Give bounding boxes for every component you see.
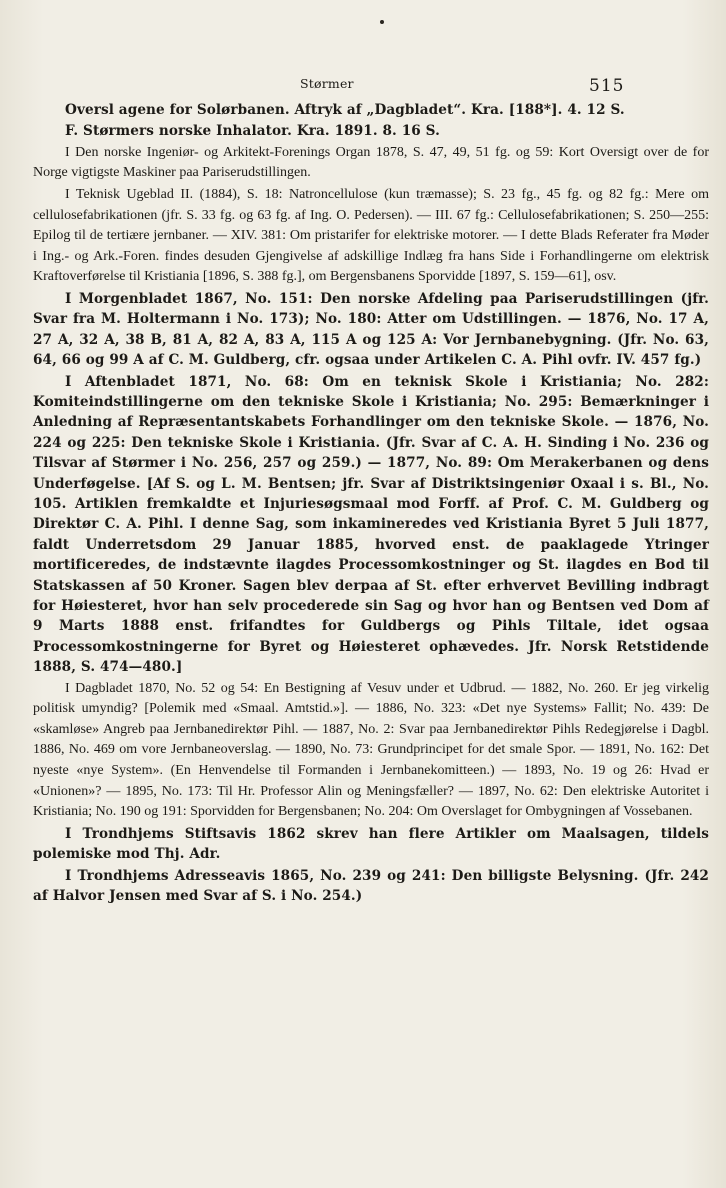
page-mark — [380, 20, 384, 24]
entry-stiftsavis: I Trondhjems Stiftsavis 1862 skrev han flere Artikler om Maalsagen, tildels polemiske mod Thj. Adr. — [33, 825, 709, 863]
entry-aftenbladet: I Aftenbladet 1871, No. 68: Om en teknisk Skole i Kristiania; No. 282: Komiteindstillingerne om den tekniske Skole i Kristiania; No. 295: Bemærkninger i Anledning af Repræsentantskabets Forhandlinger om den tekniske Skole. — 1876, No. 224 og 225: Den tekniske Skole i Kristiania. (Jfr. Svar af C. A. H. Sinding i No. 236 og Tilsvar af Størmer i No. 256, 257 og 259.) — 1877, No. 89: Om Merakerbanen og dens Underføgelse. [Af S. og L. M. Bentsen; jfr. Svar af Distriktsingeniør Oxaal i s. Bl., No. 105. Artiklen fremkaldte et Injuriesøgsmaal mod Forff. af Prof. C. M. Guldberg og Direktør C. A. Pihl. I denne Sag, som inkamineredes ved Kristiania Byret 5 Juli 1877, faldt Underretsdom 29 Januar 1885, hvorved enst. de paaklagede Ytringer mortificeredes, de indstævnte ilagdes Processomkostninger og St. ilagdes en Bod til Statskassen af 50 Kroner. Sagen blev derpaa af St. efter erhvervet Bevilling indbragt for Høiesteret, hvor han selv procederede sin Sag og hvor han og Bentsen ved Dom af 9 Marts 1888 enst. frifandtes for Guldbergs og Pihls Tiltale, idet ogsaa Processomkostningerne for Byret og Høiesteret ophævedes. Jfr. Norsk Retstidende 1888, S. 474—480.] — [33, 373, 709, 676]
entry-morgenbladet: I Morgenbladet 1867, No. 151: Den norske Afdeling paa Pariserudstillingen (jfr. Svar fra M. Holtermann i No. 173); No. 180: Atter om Udstillingen. — 1876, No. 17 A, 27 A, 32 A, 38 B, 81 A, 82 A, 83 A, 115 A og 125 A: Vor Jernbanebygning. (Jfr. No. 63, 64, 66 og 99 A af C. M. Guldberg, cfr. ogsaa under Artikelen C. A. Pihl ovfr. IV. 457 fg.) — [33, 290, 709, 369]
entry-adresseavis: I Trondhjems Adresseavis 1865, No. 239 og 241: Den billigste Belysning. (Jfr. 242 af Halvor Jensen med Svar af S. i No. 254.) — [33, 867, 709, 905]
entry-ingenior-organ: I Den norske Ingeniør- og Arkitekt-Forenings Organ 1878, S. 47, 49, 51 fg. og 59: Kort Oversigt over de for Norge vigtigste Maskiner paa Pariserudstillingen. — [33, 144, 709, 181]
page-body — [33, 100, 709, 907]
page-number: 515 — [589, 76, 625, 96]
running-title: Størmer — [300, 76, 354, 91]
entry-dagbladet: I Dagbladet 1870, No. 52 og 54: En Bestigning af Vesuv under et Udbrud. — 1882, No. 260. Er jeg virkelig politisk umyndig? [Polemik med «Smaal. Amtstid.»]. — 1886, No. 323: «Det nye Systems» Fallit; No. 439: De «skamløse» Angreb paa Jernbanedirektør Pihl. — 1887, No. 2: Svar paa Jernbanedirektør Pihls Redegjørelse i Dagbl. 1886, No. 469 om vore Jernbaneoverslag. — 1890, No. 73: Grundprincipet for det smale Spor. — 1891, No. 162: Det nyeste «nye System». (En Henvendelse til Formanden i Jernbanekomitteen.) — 1893, No. 19 og 26: Hvad er «Unionen»? — 1895, No. 173: Til Hr. Professor Alin og Meningsfæller? — 1897, No. 62: Den elektriske Autoritet i Kristiania; No. 190 og 191: Sporvidden for Bergensbanen; No. 204: Om Overslaget for Ombygningen af Vossebanen. — [33, 680, 709, 820]
entry-teknisk-ugeblad: I Teknisk Ugeblad II. (1884), S. 18: Natroncellulose (kun træmasse); S. 23 fg., 45 fg. og 82 fg.: Mere om cellulosefabrikationen (jfr. S. 33 fg. og 63 fg. af Ing. O. Pedersen). — III. 67 fg.: Cellulosefabrikationen; S. 250—255: Epilog til de tertiære jernbaner. — XIV. 381: Om pristarifer for elektriske motorer. — I dette Blads Referater fra Møder i Ing.- og Ark.-Foren. findes desuden Gjengivelse af adskillige Indlæg fra hans Side i Forhandlingerne om elektrisk Kraftoverførelse til Kristiania [1896, S. 388 fg.], om Bergensbanens Sporvidde [1897, S. 159—61], osv. — [33, 187, 709, 285]
entry-solorbanen: Oversl agene for Solørbanen. Aftryk af „Dagbladet“. Kra. [188*]. 4. 12 S. — [65, 102, 625, 118]
entry-inhalator: F. Størmers norske Inhalator. Kra. 1891. 8. 16 S. — [65, 123, 440, 140]
